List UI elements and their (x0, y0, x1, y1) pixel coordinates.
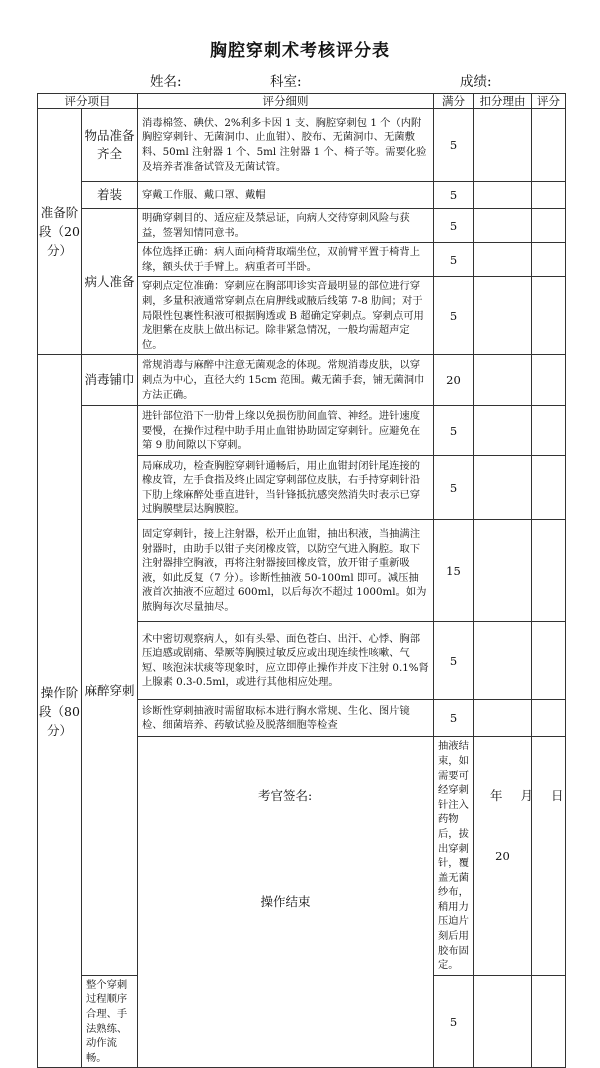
stage-prep (38, 109, 82, 355)
score-cell[interactable] (532, 456, 566, 520)
score-cell[interactable] (532, 109, 566, 182)
month-label: 月 (520, 788, 534, 803)
detail-cell: 体位选择正确：病人面向椅背取端坐位，双前臂平置于椅背上缘，额头伏于手臂上。病重者可半卧。 (138, 243, 434, 277)
col-header-deduction-reason: 扣分理由 (474, 94, 532, 109)
item-supplies: 物品准备齐全 (82, 109, 138, 182)
table-row (38, 355, 566, 406)
score-cell[interactable] (532, 182, 566, 209)
detail-cell: 穿刺点定位准确：穿刺应在胸部叩诊实音最明显的部位进行穿刺，多量积液通常穿刺点在肩胛线或腋后线第 7-8 肋间；对于局限性包裹性积液可根据胸透或 B 超确定穿刺点。穿刺点可用龙胆紫在皮肤上做出标记。除非紧急情况，一般均需超声定位。 (138, 277, 434, 355)
detail-cell: 诊断性穿刺抽液时需留取标本进行胸水常规、生化、图片镜检、细菌培养、药敏试验及脱落细胞等检查 (138, 700, 434, 737)
stage-label: 操作阶段（80分） (39, 684, 80, 738)
score-cell[interactable] (532, 277, 566, 355)
deduction-reason-cell[interactable] (532, 737, 566, 976)
detail-cell: 术中密切观察病人，如有头晕、面色苍白、出汗、心悸、胸部压迫感或剧痛、晕厥等胸膜过敏反应或出现连续性咳嗽、气短、咳泡沫状痰等现象时，应立即停止操作并皮下注射 0.1%肾上腺素 0.3-0.5ml，或进行其他相应处理。 (138, 622, 434, 700)
detail-cell: 抽液结束，如需要可经穿刺针注入药物后，拔出穿刺针，覆盖无菌纱布，稍用力压迫片刻后用胶布固定。 (434, 737, 474, 976)
score-cell[interactable] (532, 209, 566, 243)
deduction-reason-cell[interactable] (474, 182, 532, 209)
scoring-table (37, 93, 566, 1068)
max-score: 5 (434, 700, 474, 737)
table-row (38, 109, 566, 182)
col-header-detail: 评分细则 (138, 94, 434, 109)
score-cell[interactable] (532, 622, 566, 700)
table-row (38, 406, 566, 456)
deduction-reason-cell[interactable] (474, 456, 532, 520)
deduction-reason-cell[interactable] (474, 622, 532, 700)
detail-cell: 明确穿刺目的、适应症及禁忌证，向病人交待穿刺风险与获益，签署知情同意书。 (138, 209, 434, 243)
item-attire: 着装 (82, 182, 138, 209)
item-patient-prep: 病人准备 (82, 209, 138, 355)
detail-cell: 消毒棉签、碘伏、2%利多卡因 1 支、胸腔穿刺包 1 个（内附胸腔穿刺针、无菌洞巾、止血钳）、胶布、无菌洞巾、无菌敷料、50ml 注射器 1 个、5ml 注射器 1 个、椅子等。需要化验及培养者准备试管及无菌试管。 (138, 109, 434, 182)
stage-operation (38, 355, 82, 1068)
table-row (38, 209, 566, 243)
day-label: 日 (551, 788, 564, 803)
year-label: 年 (490, 788, 503, 803)
max-score: 5 (434, 243, 474, 277)
detail-cell: 穿戴工作服、戴口罩、戴帽 (138, 182, 434, 209)
detail-cell: 固定穿刺针，接上注射器，松开止血钳，抽出积液，当抽满注射器时，由助手以钳子夹闭橡皮管，以防空气进入胸腔。取下注射器排空胸液，再将注射器接回橡皮管，放开钳子重新吸液，如此反复（7 分）。诊断性抽液 50-100ml 即可。减压抽液首次抽液不应超过 600ml，以后每次不超过 1000ml。如为脓胸每次尽量抽尽。 (138, 520, 434, 622)
detail-cell: 整个穿刺过程顺序合理、手法熟练、动作流畅。 (82, 975, 138, 1068)
max-score: 5 (434, 456, 474, 520)
score-cell[interactable] (532, 975, 566, 1068)
department-label: 科室: (270, 74, 302, 90)
score-label: 成绩: (460, 74, 492, 90)
max-score: 20 (474, 737, 532, 976)
date-line (490, 786, 574, 804)
score-cell[interactable] (532, 406, 566, 456)
deduction-reason-cell[interactable] (474, 975, 532, 1068)
deduction-reason-cell[interactable] (474, 520, 532, 622)
item-anesthesia-puncture: 麻醉穿刺 (82, 406, 138, 976)
col-header-item: 评分项目 (38, 94, 138, 109)
max-score: 5 (434, 182, 474, 209)
score-cell[interactable] (532, 355, 566, 406)
max-score: 5 (434, 109, 474, 182)
detail-cell: 局麻成功，检查胸腔穿刺针通畅后，用止血钳封闭针尾连接的橡皮管，左手食指及终止固定穿刺部位皮肤，右手持穿刺针沿下肋上缘麻醉处垂直进针，当针锋抵抗感突然消失时表示已穿过胸膜壁层达胸膜腔。 (138, 456, 434, 520)
detail-cell: 常规消毒与麻醉中注意无菌观念的体现。常规消毒皮肤，以穿刺点为中心，直径大约 15cm 范围。戴无菌手套，铺无菌洞巾方法正确。 (138, 355, 434, 406)
name-label: 姓名: (150, 74, 182, 90)
max-score: 15 (434, 520, 474, 622)
score-cell[interactable] (532, 700, 566, 737)
examiner-signature-label: 考官签名: (258, 788, 313, 803)
col-header-score: 评分 (532, 94, 566, 109)
deduction-reason-cell[interactable] (474, 109, 532, 182)
deduction-reason-cell[interactable] (474, 243, 532, 277)
deduction-reason-cell[interactable] (474, 277, 532, 355)
detail-cell: 进针部位沿下一肋骨上缘以免损伤肋间血管、神经。进针速度要慢，在操作过程中助手用止血钳协助固定穿刺针。应避免在第 9 肋间隙以下穿刺。 (138, 406, 434, 456)
table-header-row (38, 94, 566, 109)
score-cell[interactable] (532, 520, 566, 622)
score-cell[interactable] (532, 243, 566, 277)
deduction-reason-cell[interactable] (474, 700, 532, 737)
max-score: 20 (434, 355, 474, 406)
deduction-reason-cell[interactable] (474, 209, 532, 243)
max-score: 5 (434, 622, 474, 700)
item-disinfection: 消毒铺巾 (82, 355, 138, 406)
max-score: 5 (434, 277, 474, 355)
table-row (38, 182, 566, 209)
deduction-reason-cell[interactable] (474, 406, 532, 456)
max-score: 5 (434, 406, 474, 456)
max-score: 5 (434, 975, 474, 1068)
item-finish: 操作结束 (138, 737, 434, 1068)
form-title: 胸腔穿刺术考核评分表 (210, 41, 390, 61)
col-header-max: 满分 (434, 94, 474, 109)
max-score: 5 (434, 209, 474, 243)
deduction-reason-cell[interactable] (474, 355, 532, 406)
stage-label: 准备阶段（20分） (39, 205, 80, 259)
